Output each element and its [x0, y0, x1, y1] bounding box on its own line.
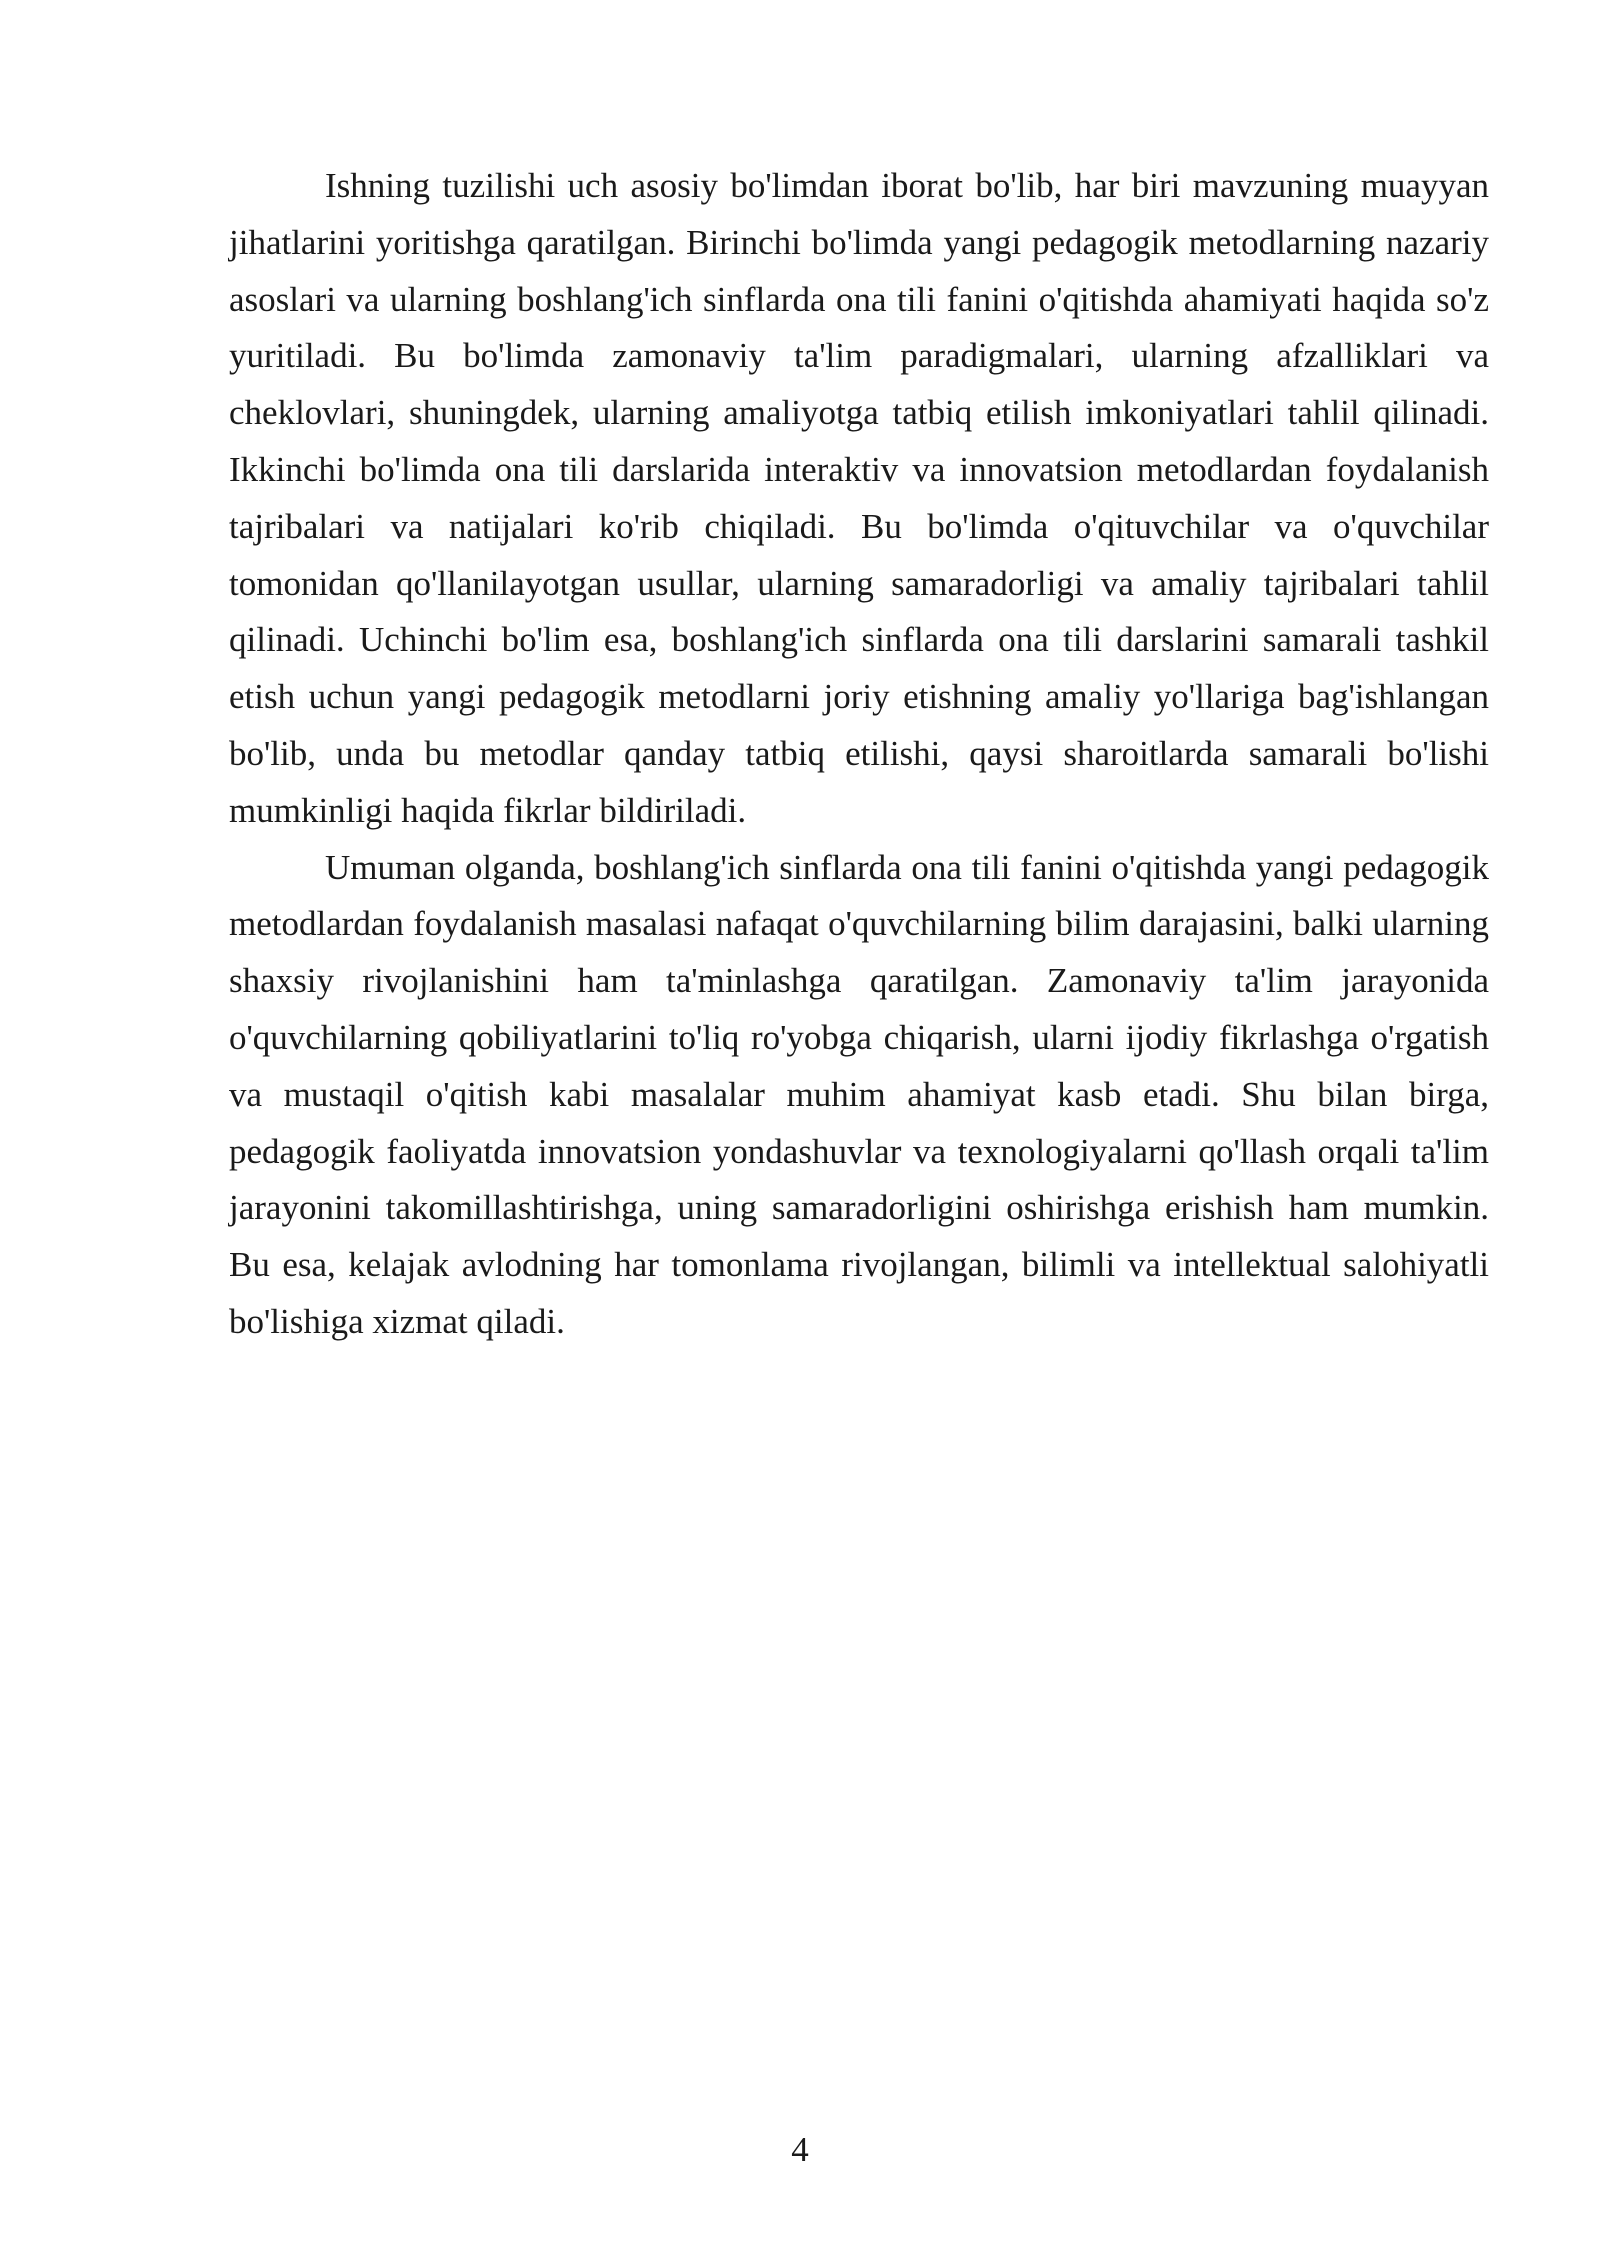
body-text: [229, 158, 1489, 1351]
paragraph: Ishning tuzilishi uch asosiy bo'limdan iborat bo'lib, har biri mavzuning muayyan jihatlarini yoritishga qaratilgan. Birinchi bo'limda yangi pedagogik metodlarning nazariy asoslari va ularning boshlang'ich sinflarda ona tili fanini o'qitishda ahamiyati haqida so'z yuritiladi. Bu bo'limda zamonaviy ta'lim paradigmalari, ularning afzalliklari va cheklovlari, shuningdek, ularning amaliyotga tatbiq etilish imkoniyatlari tahlil qilinadi. Ikkinchi bo'limda ona tili darslarida interaktiv va innovatsion metodlardan foydalanish tajribalari va natijalari ko'rib chiqiladi. Bu bo'limda o'qituvchilar va o'quvchilar tomonidan qo'llanilayotgan usullar, ularning samaradorligi va amaliy tajribalari tahlil qilinadi. Uchinchi bo'lim esa, boshlang'ich sinflarda ona tili darslarini samarali tashkil etish uchun yangi pedagogik metodlarni joriy etishning amaliy yo'llariga bag'ishlangan bo'lib, unda bu metodlar qanday tatbiq etilishi, qaysi sharoitlarda samarali bo'lishi mumkinligi haqida fikrlar bildiriladi.: [229, 166, 1489, 830]
page-number: 4: [791, 2130, 809, 2169]
paragraph: Umuman olganda, boshlang'ich sinflarda ona tili fanini o'qitishda yangi pedagogik metodlardan foydalanish masalasi nafaqat o'quvchilarning bilim darajasini, balki ularning shaxsiy rivojlanishini ham ta'minlashga qaratilgan. Zamonaviy ta'lim jarayonida o'quvchilarning qobiliyatlarini to'liq ro'yobga chiqarish, ularni ijodiy fikrlashga o'rgatish va mustaqil o'qitish kabi masalalar muhim ahamiyat kasb etadi. Shu bilan birga, pedagogik faoliyatda innovatsion yondashuvlar va texnologiyalarni qo'llash orqali ta'lim jarayonini takomillashtirishga, uning samaradorligini oshirishga erishish ham mumkin. Bu esa, kelajak avlodning har tomonlama rivojlangan, bilimli va intellektual salohiyatli bo'lishiga xizmat qiladi.: [229, 847, 1489, 1341]
